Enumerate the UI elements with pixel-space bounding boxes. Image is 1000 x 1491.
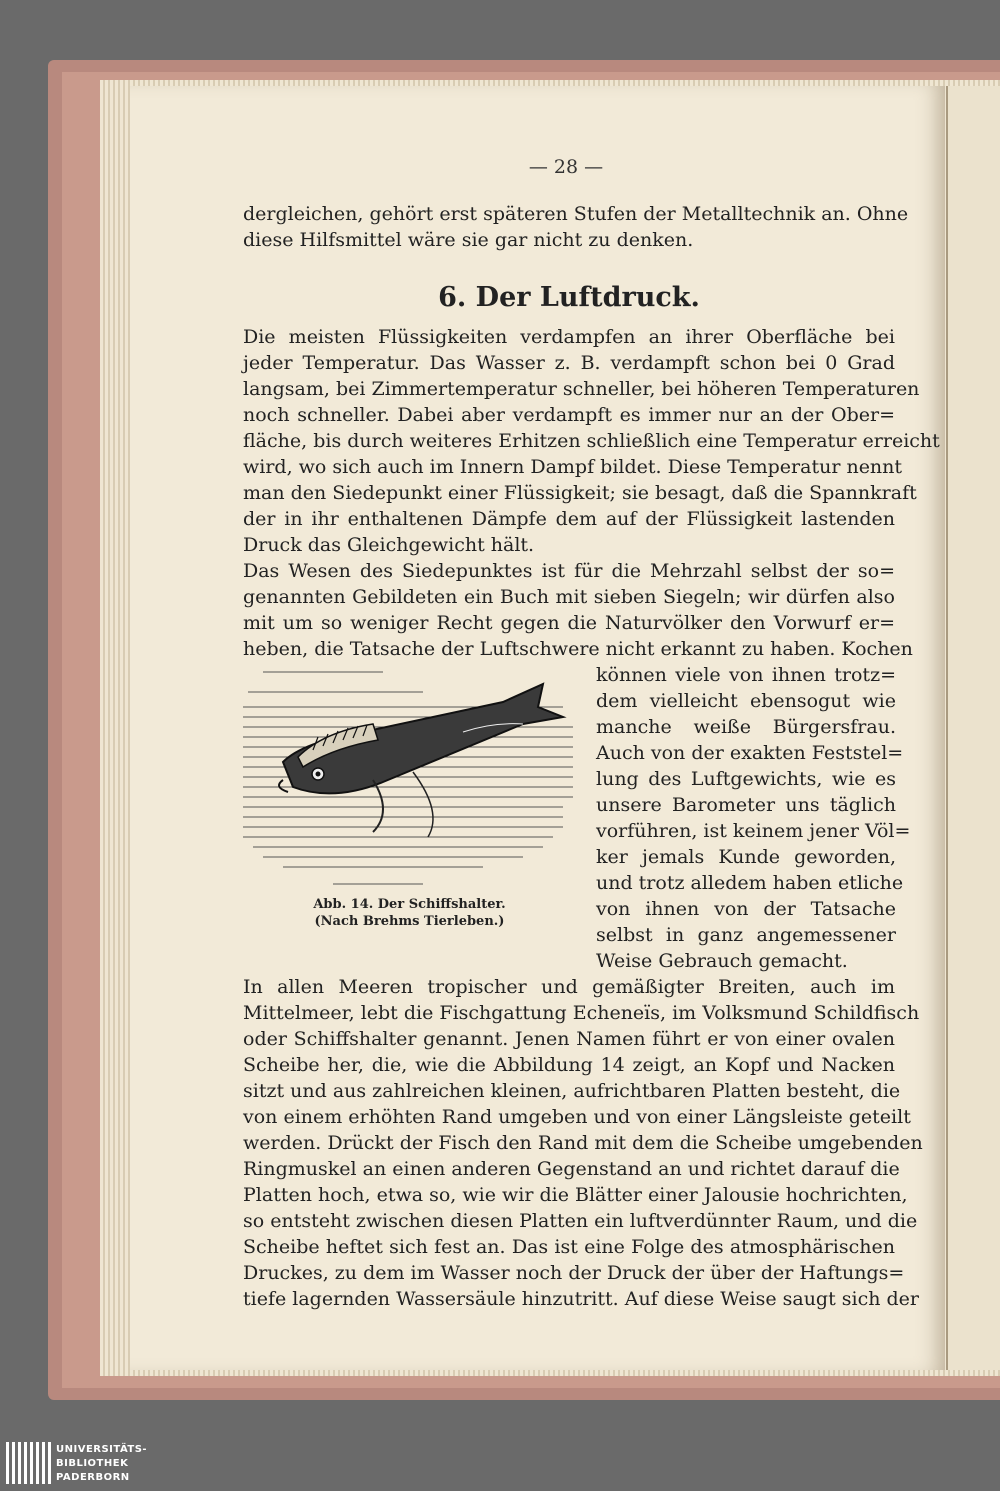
library-logo-icon	[6, 1442, 52, 1484]
text-line: werden. Drückt der Fisch den Rand mit dem die Scheibe umgebenden	[243, 1132, 923, 1154]
text-line: genannten Gebildeten ein Buch mit sieben Siegeln; wir dürfen also	[243, 586, 895, 608]
text-line: unsere Barometer uns täglich	[596, 794, 896, 816]
text-line: heben, die Tatsache der Luftschwere nicht erkannt zu haben. Kochen	[243, 638, 913, 660]
text-line: noch schneller. Dabei aber verdampft es immer nur an der Ober=	[243, 404, 895, 426]
text-line: Druck das Gleichgewicht hält.	[243, 534, 535, 556]
section-heading: 6. Der Luftdruck.	[438, 282, 700, 313]
text-line: können viele von ihnen trotz=	[596, 664, 896, 686]
footer-bar	[0, 1405, 1000, 1491]
text-line: von einem erhöhten Rand umgeben und von einer Längsleiste geteilt	[243, 1106, 911, 1128]
text-line: Auch von der exakten Feststel=	[596, 742, 904, 764]
figure-caption: Abb. 14. Der Schiffshalter.	[313, 897, 506, 912]
library-name-line-2: BIBLIOTHEK	[56, 1458, 129, 1469]
library-name-line-3: PADERBORN	[56, 1472, 130, 1483]
text-line: dem vielleicht ebensogut wie	[596, 690, 896, 712]
text-line: manche weiße Bürgersfrau.	[596, 716, 896, 738]
fish-illustration	[243, 662, 576, 897]
text-line: Das Wesen des Siedepunktes ist für die Mehrzahl selbst der so=	[243, 560, 895, 582]
text-line: diese Hilfsmittel wäre sie gar nicht zu denken.	[243, 229, 694, 251]
text-line: jeder Temperatur. Das Wasser z. B. verdampft schon bei 0 Grad	[243, 352, 895, 374]
text-line: Mittelmeer, lebt die Fischgattung Echeneïs, im Volksmund Schildfisch	[243, 1002, 920, 1024]
library-name-line-1: UNIVERSITÄTS-	[56, 1444, 148, 1455]
text-line: Weise Gebrauch gemacht.	[596, 950, 848, 972]
text-line: lung des Luftgewichts, wie es	[596, 768, 896, 790]
text-line: und trotz alledem haben etliche	[596, 872, 904, 894]
text-line: man den Siedepunkt einer Flüssigkeit; sie besagt, daß die Spannkraft	[243, 482, 917, 504]
text-line: Die meisten Flüssigkeiten verdampfen an ihrer Oberfläche bei	[243, 326, 895, 348]
text-line: langsam, bei Zimmertemperatur schneller, bei höheren Temperaturen	[243, 378, 920, 400]
text-line: Ringmuskel an einen anderen Gegenstand an und richtet darauf die	[243, 1158, 900, 1180]
text-line: dergleichen, gehört erst späteren Stufen der Metalltechnik an. Ohne	[243, 203, 909, 225]
next-page-edge	[946, 86, 1000, 1370]
figure-caption-source: (Nach Brehms Tierleben.)	[314, 914, 505, 929]
text-line: selbst in ganz angemessener	[596, 924, 896, 946]
text-line: sitzt und aus zahlreichen kleinen, aufrichtbaren Platten besteht, die	[243, 1080, 901, 1102]
text-line: ker jemals Kunde geworden,	[596, 846, 896, 868]
text-line: Druckes, zu dem im Wasser noch der Druck der über der Haftungs=	[243, 1262, 905, 1284]
text-line: mit um so weniger Recht gegen die Naturvölker den Vorwurf er=	[243, 612, 895, 634]
text-line: tiefe lagernden Wassersäule hinzutritt. Auf diese Weise saugt sich der	[243, 1288, 920, 1310]
text-line: so entsteht zwischen diesen Platten ein luftverdünnter Raum, und die	[243, 1210, 918, 1232]
page-number: — 28 —	[528, 156, 604, 178]
text-line: Platten hoch, etwa so, wie wir die Blätter einer Jalousie hochrichten,	[243, 1184, 908, 1206]
text-line: oder Schiffshalter genannt. Jenen Namen führt er von einer ovalen	[243, 1028, 895, 1050]
text-line: von ihnen von der Tatsache	[596, 898, 896, 920]
text-line: Scheibe her, die, wie die Abbildung 14 zeigt, an Kopf und Nacken	[243, 1054, 895, 1076]
text-line: In allen Meeren tropischer und gemäßigter Breiten, auch im	[243, 976, 895, 998]
text-line: der in ihr enthaltenen Dämpfe dem auf der Flüssigkeit lastenden	[243, 508, 895, 530]
text-line: Scheibe heftet sich fest an. Das ist eine Folge des atmosphärischen	[243, 1236, 895, 1258]
text-line: vorführen, ist keinem jener Völ=	[596, 820, 911, 842]
text-line: fläche, bis durch weiteres Erhitzen schließlich eine Temperatur erreicht	[243, 430, 940, 452]
text-line: wird, wo sich auch im Innern Dampf bildet. Diese Temperatur nennt	[243, 456, 903, 478]
